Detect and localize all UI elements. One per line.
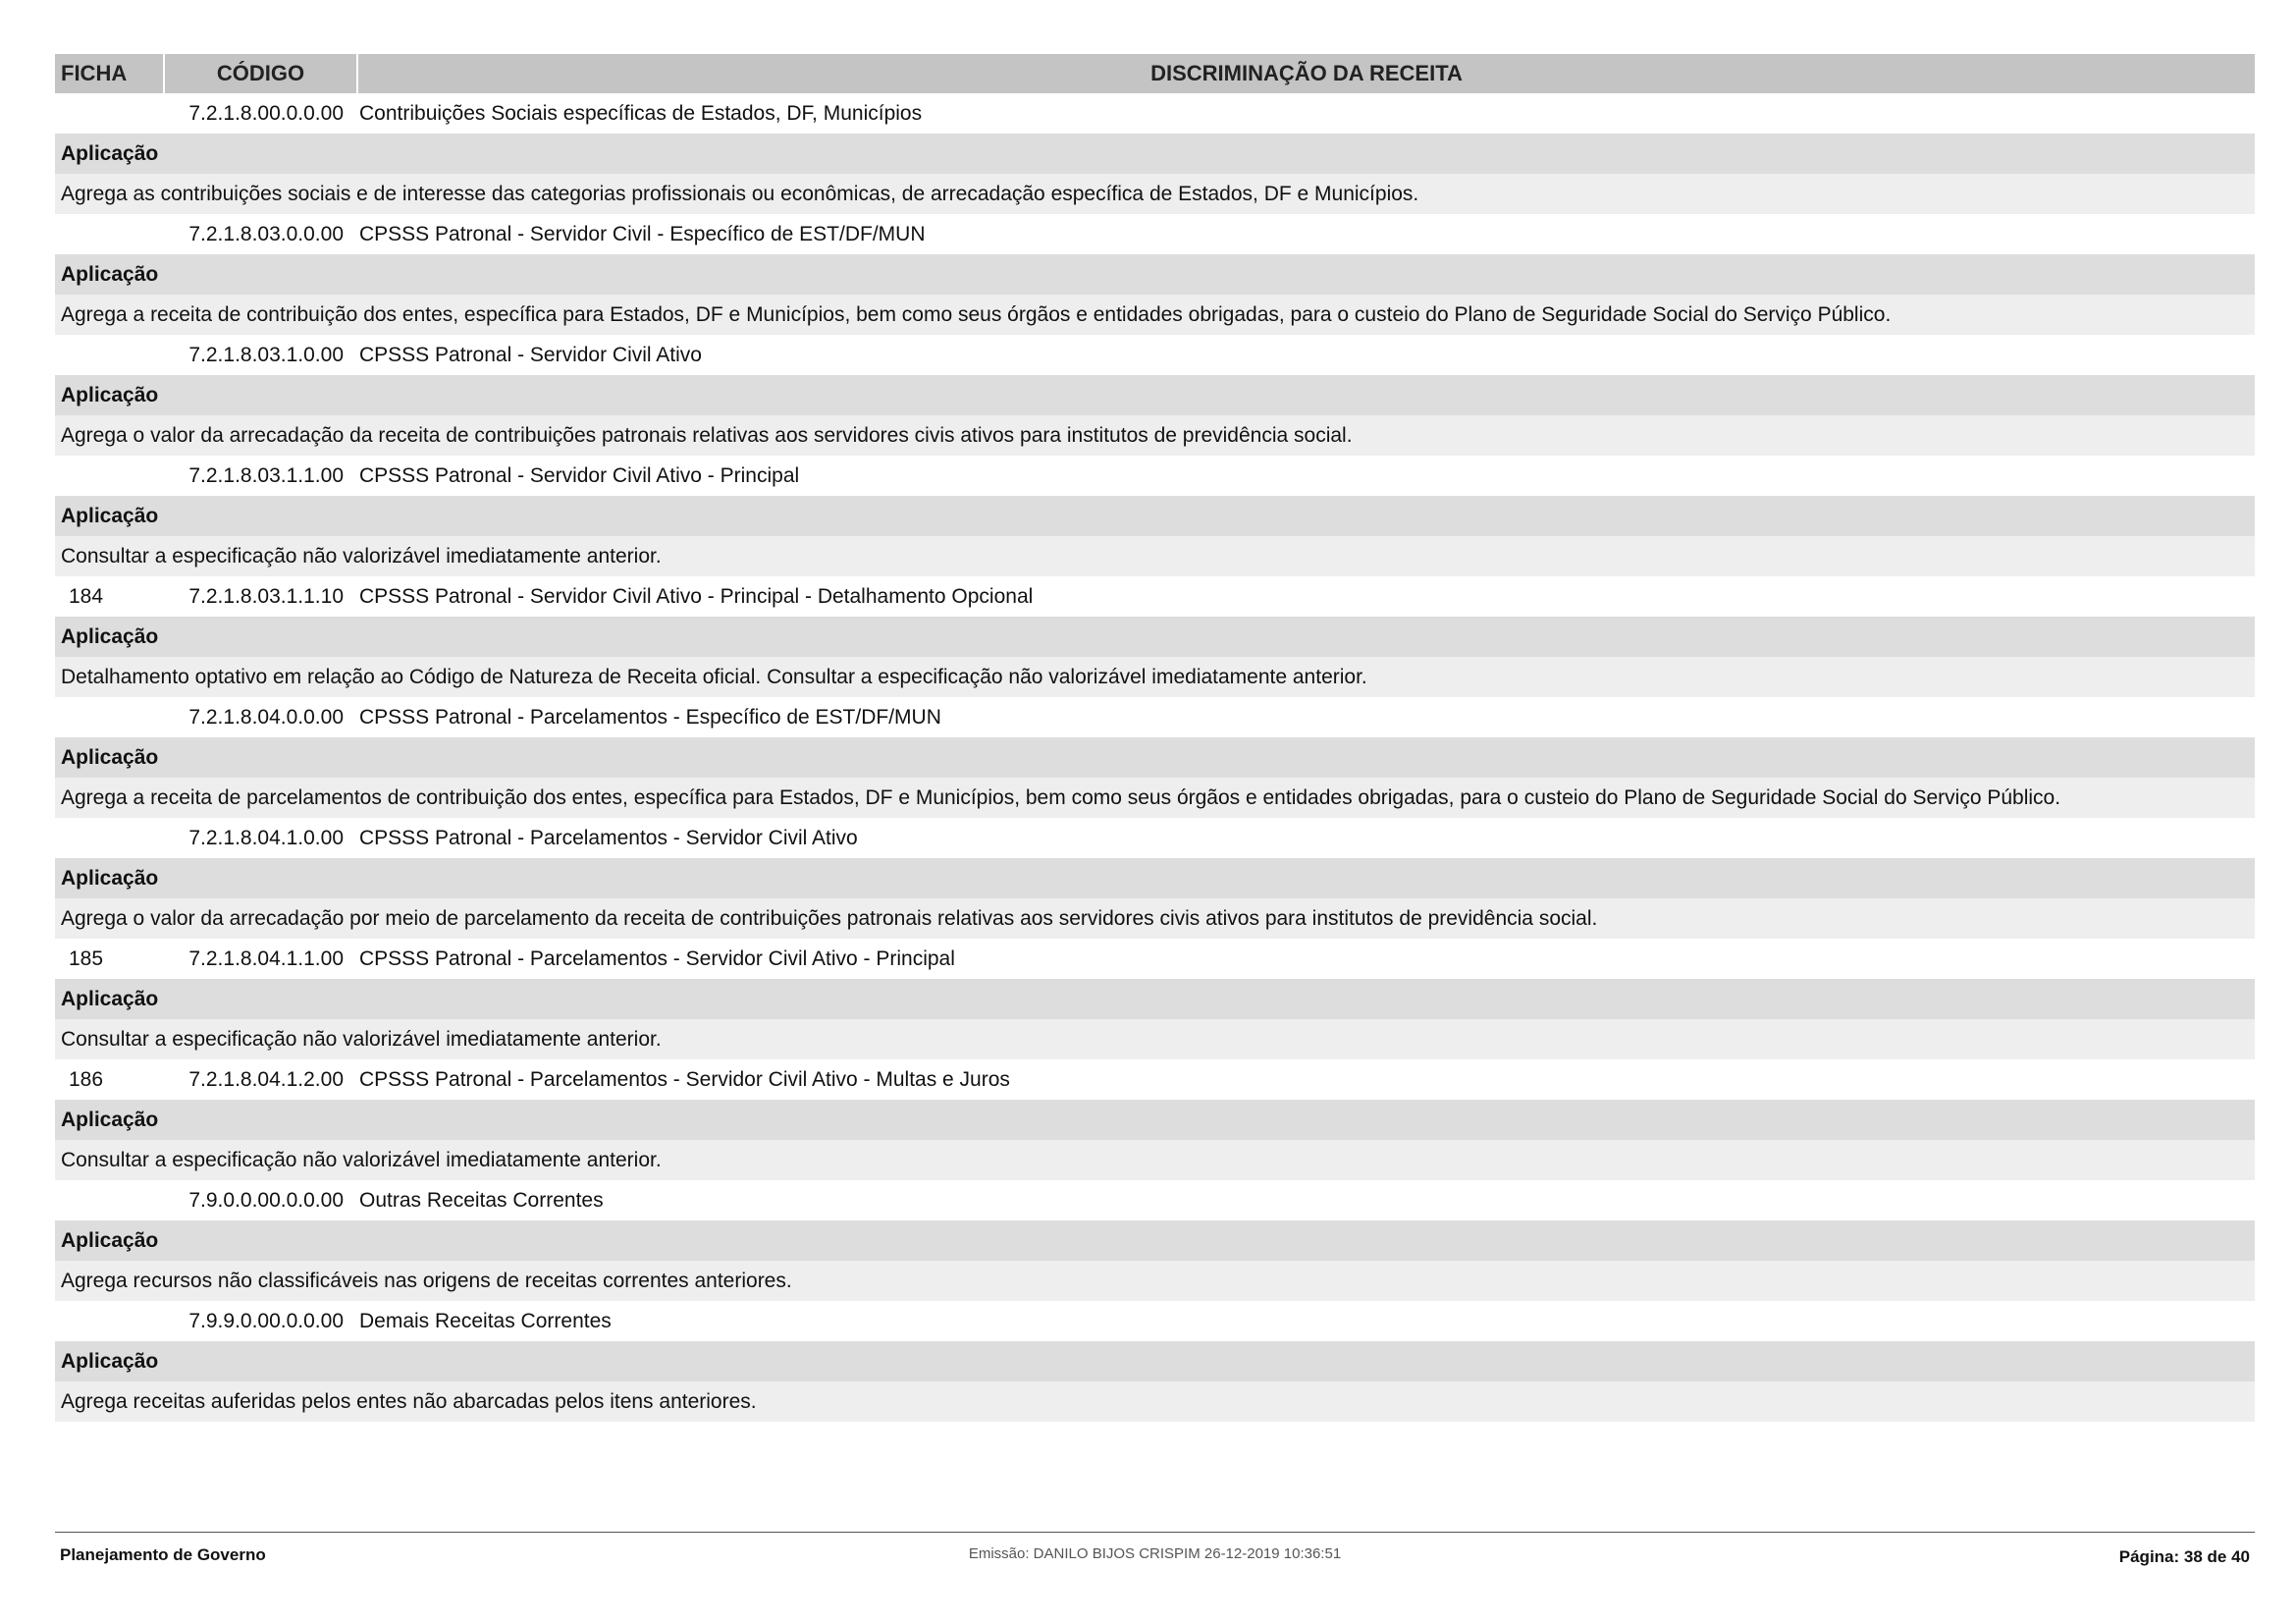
discriminacao-cell: CPSSS Patronal - Servidor Civil Ativo bbox=[359, 343, 702, 366]
table-row-code bbox=[55, 576, 2255, 617]
discriminacao-cell: CPSSS Patronal - Parcelamentos - Específico de EST/DF/MUN bbox=[359, 705, 941, 729]
codigo-cell: 7.2.1.8.04.1.2.00 bbox=[188, 1067, 344, 1091]
footer-emission: Emissão: DANILO BIJOS CRISPIM 26-12-2019 10:36:51 bbox=[968, 1545, 1342, 1562]
footer-department: Planejamento de Governo bbox=[60, 1545, 266, 1564]
discriminacao-cell: CPSSS Patronal - Servidor Civil Ativo - Principal bbox=[359, 463, 800, 487]
aplicacao-label: Aplicação bbox=[55, 617, 2255, 657]
ficha-cell: 185 bbox=[69, 947, 104, 970]
ficha-cell: 184 bbox=[69, 584, 104, 608]
header-codigo: CÓDIGO bbox=[165, 54, 356, 93]
discriminacao-cell: Demais Receitas Correntes bbox=[359, 1309, 612, 1332]
table-row-code bbox=[55, 214, 2255, 254]
header-discriminacao: DISCRIMINAÇÃO DA RECEITA bbox=[358, 54, 2255, 93]
aplicacao-text: Agrega recursos não classificáveis nas origens de receitas correntes anteriores. bbox=[55, 1261, 2255, 1301]
revenue-table bbox=[55, 54, 2255, 1422]
aplicacao-text: Detalhamento optativo em relação ao Código de Natureza de Receita oficial. Consultar a especificação não valorizável imediatamente anterior. bbox=[55, 657, 2255, 697]
aplicacao-text: Agrega as contribuições sociais e de interesse das categorias profissionais ou econômicas, de arrecadação específica de Estados, DF e Municípios. bbox=[55, 174, 2255, 214]
table-row-code bbox=[55, 818, 2255, 858]
discriminacao-cell: Contribuições Sociais específicas de Estados, DF, Municípios bbox=[359, 101, 923, 125]
codigo-cell: 7.9.0.0.00.0.0.00 bbox=[188, 1188, 344, 1212]
page-footer bbox=[60, 1542, 2250, 1569]
discriminacao-cell: CPSSS Patronal - Servidor Civil Ativo - Principal - Detalhamento Opcional bbox=[359, 584, 1034, 608]
codigo-cell: 7.2.1.8.04.0.0.00 bbox=[188, 705, 344, 729]
aplicacao-label: Aplicação bbox=[55, 254, 2255, 295]
aplicacao-text: Agrega a receita de parcelamentos de contribuição dos entes, específica para Estados, DF e Municípios, bem como seus órgãos e entidades obrigadas, para o custeio do Plano de Seguridade Social do Serviço Público. bbox=[55, 778, 2255, 818]
discriminacao-cell: CPSSS Patronal - Parcelamentos - Servidor Civil Ativo - Multas e Juros bbox=[359, 1067, 1010, 1091]
discriminacao-cell: Outras Receitas Correntes bbox=[359, 1188, 604, 1212]
discriminacao-cell: CPSSS Patronal - Parcelamentos - Servidor Civil Ativo - Principal bbox=[359, 947, 955, 970]
table-row-code bbox=[55, 1301, 2255, 1341]
ficha-cell: 186 bbox=[69, 1067, 104, 1091]
codigo-cell: 7.2.1.8.03.0.0.00 bbox=[188, 222, 344, 245]
aplicacao-text: Consultar a especificação não valorizável imediatamente anterior. bbox=[55, 1019, 2255, 1059]
aplicacao-label: Aplicação bbox=[55, 979, 2255, 1019]
table-row-code bbox=[55, 1180, 2255, 1220]
aplicacao-label: Aplicação bbox=[55, 858, 2255, 898]
discriminacao-cell: CPSSS Patronal - Servidor Civil - Específico de EST/DF/MUN bbox=[359, 222, 926, 245]
aplicacao-label: Aplicação bbox=[55, 1220, 2255, 1261]
table-header bbox=[55, 54, 2255, 93]
codigo-cell: 7.2.1.8.03.1.1.10 bbox=[188, 584, 344, 608]
codigo-cell: 7.2.1.8.04.1.1.00 bbox=[188, 947, 344, 970]
table-row-code bbox=[55, 335, 2255, 375]
footer-divider bbox=[55, 1532, 2255, 1533]
aplicacao-label: Aplicação bbox=[55, 1341, 2255, 1381]
aplicacao-text: Agrega a receita de contribuição dos entes, específica para Estados, DF e Municípios, bem como seus órgãos e entidades obrigadas, para o custeio do Plano de Seguridade Social do Serviço Público. bbox=[55, 295, 2255, 335]
aplicacao-text: Agrega o valor da arrecadação por meio de parcelamento da receita de contribuições patronais relativas aos servidores civis ativos para institutos de previdência social. bbox=[55, 898, 2255, 939]
header-ficha: FICHA bbox=[55, 54, 163, 93]
table-row-code bbox=[55, 1059, 2255, 1100]
codigo-cell: 7.9.9.0.00.0.0.00 bbox=[188, 1309, 344, 1332]
aplicacao-label: Aplicação bbox=[55, 134, 2255, 174]
footer-page-number: Página: 38 de 40 bbox=[2118, 1547, 2250, 1566]
table-row-code bbox=[55, 456, 2255, 496]
aplicacao-label: Aplicação bbox=[55, 496, 2255, 536]
codigo-cell: 7.2.1.8.03.1.1.00 bbox=[188, 463, 344, 487]
aplicacao-label: Aplicação bbox=[55, 737, 2255, 778]
codigo-cell: 7.2.1.8.04.1.0.00 bbox=[188, 826, 344, 849]
aplicacao-text: Agrega o valor da arrecadação da receita de contribuições patronais relativas aos servidores civis ativos para institutos de previdência social. bbox=[55, 415, 2255, 456]
codigo-cell: 7.2.1.8.03.1.0.00 bbox=[188, 343, 344, 366]
aplicacao-label: Aplicação bbox=[55, 1100, 2255, 1140]
aplicacao-label: Aplicação bbox=[55, 375, 2255, 415]
aplicacao-text: Consultar a especificação não valorizável imediatamente anterior. bbox=[55, 536, 2255, 576]
codigo-cell: 7.2.1.8.00.0.0.00 bbox=[188, 101, 344, 125]
aplicacao-text: Consultar a especificação não valorizável imediatamente anterior. bbox=[55, 1140, 2255, 1180]
table-row-code bbox=[55, 939, 2255, 979]
table-row-code bbox=[55, 697, 2255, 737]
discriminacao-cell: CPSSS Patronal - Parcelamentos - Servidor Civil Ativo bbox=[359, 826, 858, 849]
table-body bbox=[55, 93, 2255, 1422]
table-row-code bbox=[55, 93, 2255, 134]
aplicacao-text: Agrega receitas auferidas pelos entes não abarcadas pelos itens anteriores. bbox=[55, 1381, 2255, 1422]
